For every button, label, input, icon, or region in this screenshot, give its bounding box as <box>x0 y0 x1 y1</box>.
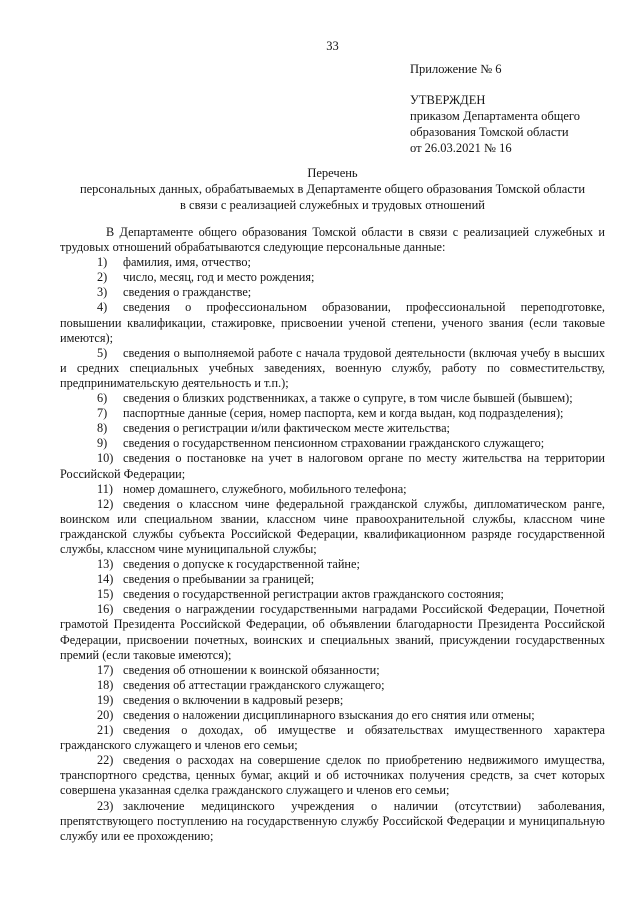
list-item-number: 23) <box>97 798 114 813</box>
approval-heading: УТВЕРЖДЕН <box>410 93 486 107</box>
list-item-text: сведения о близких родственниках, а также о супруге, в том числе бывшей (бывшем); <box>123 391 573 406</box>
list-item-text: фамилия, имя, отчество; <box>123 255 251 270</box>
list-item-text: сведения о пребывании за границей; <box>123 572 315 587</box>
list-item-number: 16) <box>97 602 114 617</box>
list-item <box>60 693 605 708</box>
list-item <box>60 436 605 451</box>
list-item-text: сведения о расходах на совершение сделок по приобретению недвижимого имущества, транспортного средства, ценных бумаг, акций и об источниках получения средств, за счет которых совершена указанная сделка гражданского служащего и членов его семьи; <box>60 753 605 798</box>
approval-order-line: от 26.03.2021 № 16 <box>410 141 512 155</box>
page-number: 33 <box>326 39 339 53</box>
list-item-text: сведения об отношении к воинской обязанности; <box>123 662 380 677</box>
list-item-text: сведения о наложении дисциплинарного взыскания до его снятия или отмены; <box>123 708 535 722</box>
list-item <box>60 587 605 602</box>
list-item-number: 5) <box>97 345 108 360</box>
list-item <box>60 300 605 345</box>
list-item-text: сведения о профессиональном образовании, профессиональной переподготовке, повышении квалификации, стажировке, присвоении ученой степени, ученого звания (если таковые имеются); <box>60 300 605 345</box>
list-item-text: сведения о гражданстве; <box>123 285 252 300</box>
list-item-number: 22) <box>97 753 114 768</box>
approval-order-line: образования Томской области <box>410 125 569 139</box>
list-item-number: 15) <box>97 587 114 602</box>
list-item <box>60 557 605 572</box>
list-item-text: сведения о постановке на учет в налоговом органе по месту жительства на территории Российской Федерации; <box>60 451 605 481</box>
list-item <box>60 421 605 436</box>
list-item-text: сведения о доходах, об имуществе и обязательствах имущественного характера гражданского служащего и членов его семьи; <box>60 723 605 753</box>
list-item-text: сведения о государственной регистрации актов гражданского состояния; <box>123 587 504 602</box>
list-item-number: 3) <box>97 285 108 300</box>
list-item <box>60 572 605 587</box>
list-item-text: сведения о включении в кадровый резерв; <box>123 692 344 707</box>
list-item-text: сведения о регистрации и/или фактическом месте жительства; <box>123 421 450 436</box>
title-line: в связи с реализацией служебных и трудовых отношений <box>180 198 485 212</box>
list-item-text: сведения о классном чине федеральной гражданской службы, дипломатическом ранге, воинском или специальном звании, классном чине правоохранительной службы, классном чине гражданской службы субъекта Российской Федерации, квалификационном разряде государственной службы, классном чине муниципальной службы; <box>60 496 605 556</box>
list-item-number: 18) <box>97 677 114 692</box>
list-item-text: число, месяц, год и место рождения; <box>123 270 315 285</box>
list-item <box>60 723 605 753</box>
appendix-label: Приложение № 6 <box>410 62 502 76</box>
list-item-text: сведения о выполняемой работе с начала трудовой деятельности (включая учебу в высших и средних специальных учебных заведениях, военную службу, работу по совместительству, предпринимательскую деятельность и т.п.); <box>60 345 605 390</box>
list-item <box>60 497 605 557</box>
title-line: Перечень <box>307 166 358 180</box>
list-item <box>60 255 605 270</box>
list-item-number: 9) <box>97 436 108 451</box>
list-item-text: сведения об аттестации гражданского служащего; <box>123 677 385 692</box>
list-item-number: 7) <box>97 406 108 421</box>
list-item-text: паспортные данные (серия, номер паспорта, кем и когда выдан, код подразделения); <box>123 406 564 421</box>
list-item-text: сведения о государственном пенсионном страховании гражданского служащего; <box>123 436 545 451</box>
list-item <box>60 663 605 678</box>
list-item-number: 11) <box>97 481 113 496</box>
list-item <box>60 391 605 406</box>
list-item <box>60 346 605 391</box>
list-item <box>60 285 605 300</box>
document-body <box>60 225 605 844</box>
list-item-text: номер домашнего, служебного, мобильного телефона; <box>123 481 407 496</box>
list-item <box>60 406 605 421</box>
list-item-number: 8) <box>97 421 108 436</box>
list-item-number: 17) <box>97 662 114 677</box>
list-item-number: 2) <box>97 270 108 285</box>
title-line: персональных данных, обрабатываемых в Департаменте общего образования Томской области <box>79 182 586 196</box>
list-item <box>60 482 605 497</box>
approval-block <box>410 92 580 156</box>
list-item <box>60 270 605 285</box>
list-item-number: 6) <box>97 391 108 406</box>
list-item-number: 21) <box>97 723 114 738</box>
list-item-text: сведения о допуске к государственной тайне; <box>123 557 360 572</box>
list-item-number: 12) <box>97 496 114 511</box>
list-item <box>60 753 605 798</box>
list-item <box>60 451 605 481</box>
list-item <box>60 799 605 844</box>
list-item-number: 1) <box>97 255 108 270</box>
list-item-number: 14) <box>97 572 114 587</box>
list-item-text: сведения о награждении государственными наградами Российской Федерации, Почетной грамотой Президента Российской Федерации, об объявлении благодарности Президента Российской Федерации, присвоении почетных, воинских и специальных званий, присуждении государственных премий (если таковые имеются); <box>60 602 605 662</box>
list-item-number: 19) <box>97 692 114 707</box>
list-item <box>60 708 605 723</box>
approval-order-line: приказом Департамента общего <box>410 109 580 123</box>
document-title <box>60 165 605 213</box>
list-item-text: заключение медицинского учреждения о наличии (отсутствии) заболевания, препятствующего поступлению на государственную службу Российской Федерации и муниципальную службу или ее прохождению; <box>60 798 605 843</box>
list-item <box>60 678 605 693</box>
list-item-number: 10) <box>97 451 114 466</box>
intro-paragraph: В Департаменте общего образования Томской области в связи с реализацией служебных и трудовых отношений обрабатываются следующие персональные данные: <box>60 225 605 255</box>
list-item-number: 13) <box>97 557 114 572</box>
list-item-number: 20) <box>97 708 114 722</box>
list-item-number: 4) <box>97 300 108 315</box>
list-item <box>60 602 605 662</box>
